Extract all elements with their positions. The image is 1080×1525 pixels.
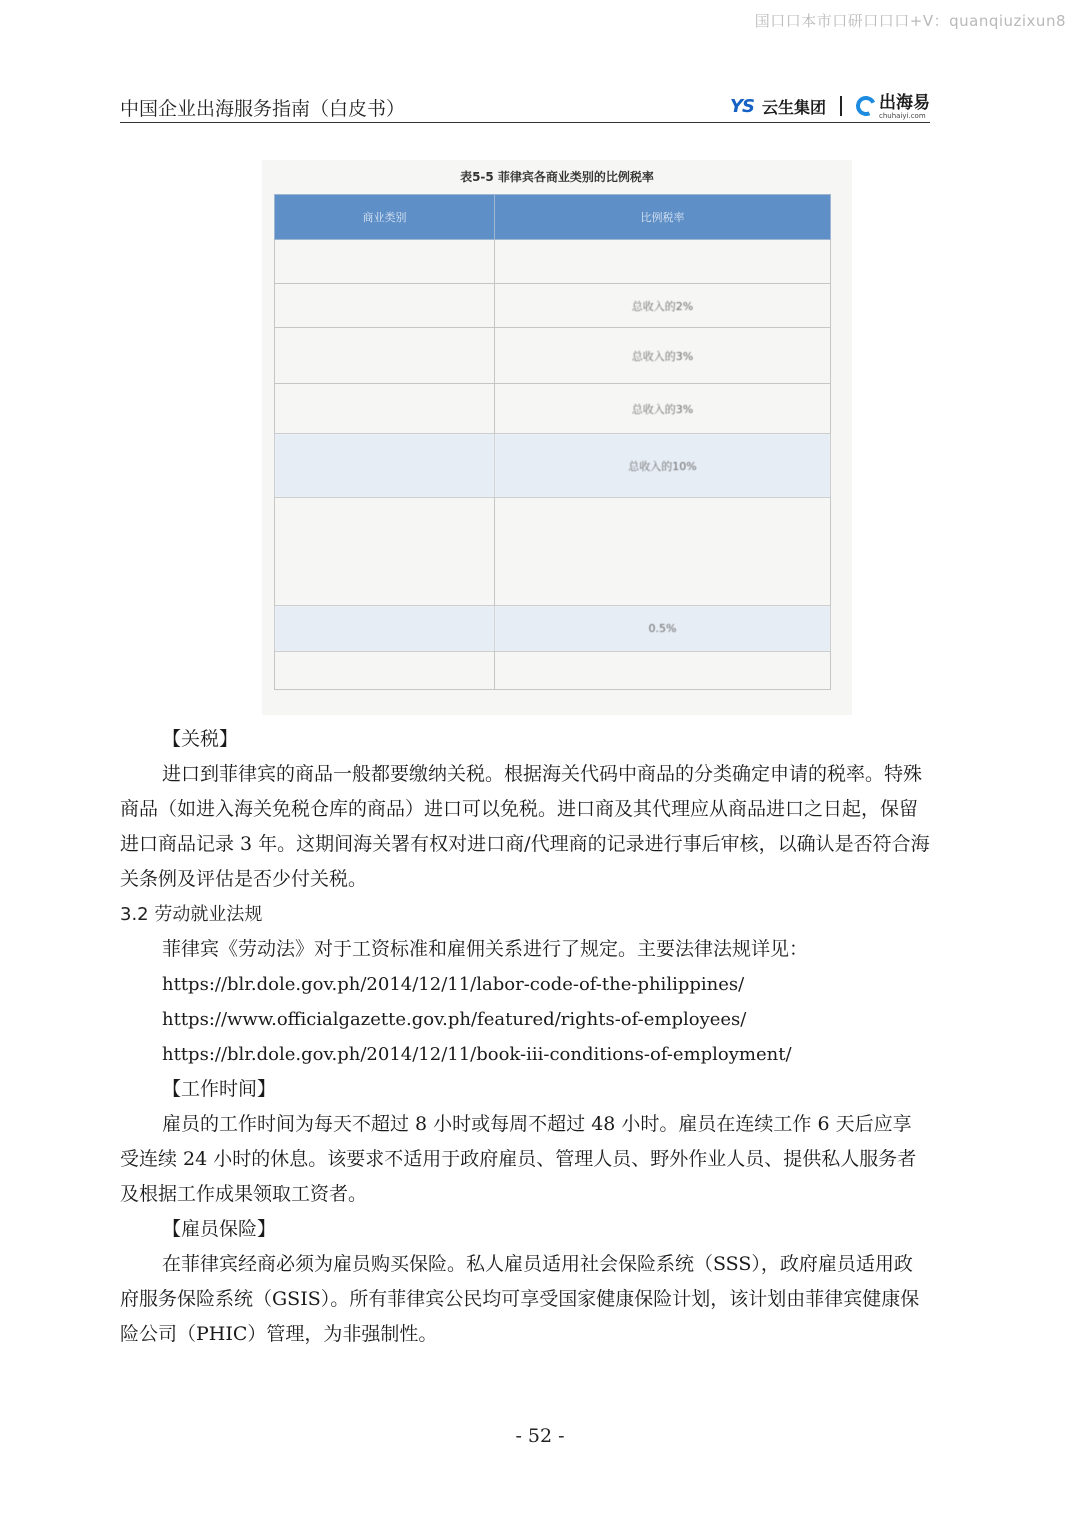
brand2-name: 出海易 xyxy=(879,92,930,113)
brand-group-name: 云生集团 xyxy=(761,97,826,117)
tax-rate-table-figure xyxy=(262,160,852,715)
tax-rate-table xyxy=(274,194,831,690)
category-cell xyxy=(275,284,495,328)
rate-cell: 总收入的3% xyxy=(495,384,831,434)
table-header-row xyxy=(275,195,831,240)
tariff-paragraph: 进口到菲律宾的商品一般都要缴纳关税。根据海关代码中商品的分类确定申请的税率。特殊商品（如进入海关免税仓库的商品）进口可以免税。进口商及其代理应从商品进口之日起，保留进口商品记录 3 年。这期间海关署有权对进口商/代理商的记录进行事后审核，以确认是否符合海关条例及评估是否少付关税。 xyxy=(120,763,930,890)
table-row xyxy=(275,384,831,434)
employee-insurance-paragraph: 在菲律宾经商必须为雇员购买保险。私人雇员适用社会保险系统（SSS），政府雇员适用政府服务保险系统（GSIS）。所有菲律宾公民均可享受国家健康保险计划，该计划由菲律宾健康保险公司（PHIC）管理，为非强制性。 xyxy=(120,1253,920,1345)
rate-cell xyxy=(495,240,831,284)
page-number: - 52 - xyxy=(515,1425,565,1447)
table-row xyxy=(275,240,831,284)
tariff-heading: 【关税】 xyxy=(162,728,239,750)
column-header-rate: 比例税率 xyxy=(495,195,831,240)
rate-cell xyxy=(495,652,831,690)
c-logo-icon xyxy=(853,93,879,119)
rate-cell xyxy=(495,498,831,606)
page-header xyxy=(120,92,930,123)
ys-logo: YS xyxy=(729,95,754,117)
category-cell xyxy=(275,434,495,498)
category-cell xyxy=(275,328,495,384)
table-row xyxy=(275,606,831,652)
category-cell xyxy=(275,652,495,690)
rights-of-employees-link[interactable]: https://www.officialgazette.gov.ph/featured/rights-of-employees/ xyxy=(162,1009,747,1030)
rate-cell: 0.5% xyxy=(495,606,831,652)
table-row xyxy=(275,498,831,606)
category-cell xyxy=(275,606,495,652)
conditions-of-employment-link[interactable]: https://blr.dole.gov.ph/2014/12/11/book-iii-conditions-of-employment/ xyxy=(162,1044,792,1065)
working-hours-heading: 【工作时间】 xyxy=(162,1078,277,1100)
labor-section-heading: 3.2 劳动就业法规 xyxy=(120,904,263,925)
table-row xyxy=(275,652,831,690)
brand2-domain: chuhaiyi.com xyxy=(879,111,926,120)
brand-divider xyxy=(840,96,842,116)
category-cell xyxy=(275,240,495,284)
chuhaiyi-logo xyxy=(856,93,930,120)
employee-insurance-heading: 【雇员保险】 xyxy=(162,1218,277,1240)
brand-logos xyxy=(730,94,930,118)
table-row xyxy=(275,284,831,328)
labor-intro-paragraph: 菲律宾《劳动法》对于工资标准和雇佣关系进行了规定。主要法律法规详见： xyxy=(162,938,809,960)
table-row xyxy=(275,328,831,384)
table-caption: 表5-5 菲律宾各商业类别的比例税率 xyxy=(460,170,654,184)
rate-cell: 总收入的10% xyxy=(495,434,831,498)
category-cell xyxy=(275,498,495,606)
watermark-text: 国口口本市口研口口口+V：quanqiuzixun8 xyxy=(754,12,1066,30)
rate-cell: 总收入的2% xyxy=(495,284,831,328)
body-content xyxy=(120,722,930,1352)
table-row xyxy=(275,434,831,498)
column-header-category: 商业类别 xyxy=(275,195,495,240)
working-hours-paragraph: 雇员的工作时间为每天不超过 8 小时或每周不超过 48 小时。雇员在连续工作 6 天后应享受连续 24 小时的休息。该要求不适用于政府雇员、管理人员、野外作业人员、提供私人服务者及根据工作成果领取工资者。 xyxy=(120,1113,917,1205)
rate-cell: 总收入的3% xyxy=(495,328,831,384)
document-title: 中国企业出海服务指南（白皮书） xyxy=(120,98,406,120)
labor-code-link[interactable]: https://blr.dole.gov.ph/2014/12/11/labor-code-of-the-philippines/ xyxy=(162,974,745,995)
category-cell xyxy=(275,384,495,434)
